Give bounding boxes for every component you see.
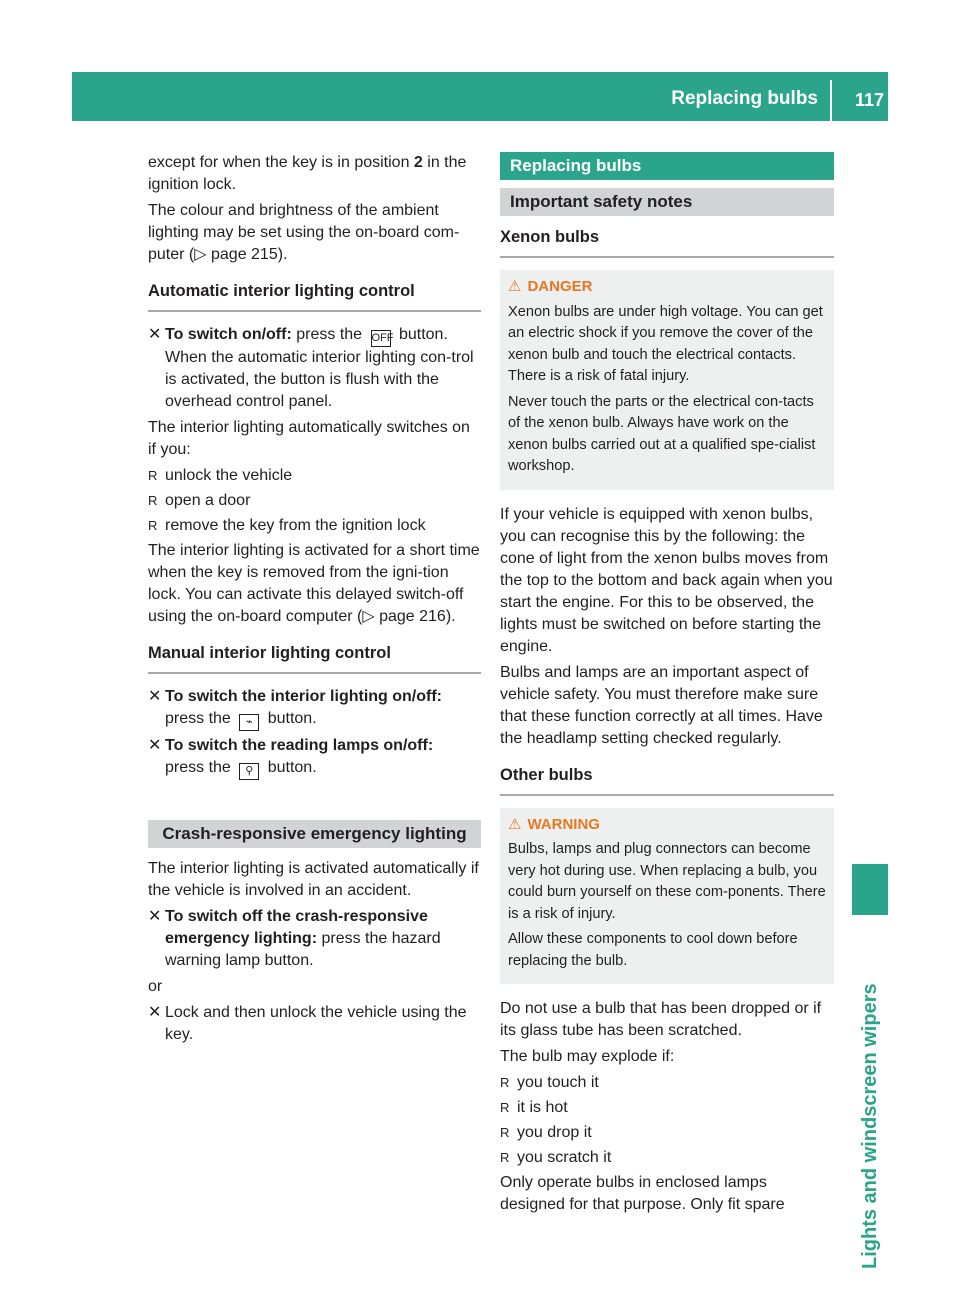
- page-number: 117: [854, 90, 884, 110]
- list-item: R you drop it: [500, 1122, 834, 1144]
- instruction-marker-icon: ✕: [148, 908, 162, 925]
- interior-light-button-icon: ⌁: [239, 714, 259, 731]
- instruction-marker-icon: ✕: [148, 1004, 162, 1021]
- reading-lamp-button-icon: ⚲: [239, 763, 259, 780]
- danger-notice: ⚠ DANGER Xenon bulbs are under high voltage. You can get an electric shock if you remove the cover of the xenon bulb and touch the electrical contacts. There is a risk of fatal injury. Never touch the parts or the electrical con-tacts of the xenon bulb. Always have work on the xenon bulbs carried out at a qualified spe-cialist workshop.: [500, 270, 834, 490]
- list-item: R remove the key from the ignition lock: [148, 515, 481, 537]
- right-column: [500, 152, 834, 1220]
- list-item: R you scratch it: [500, 1147, 834, 1169]
- paragraph: Bulbs and lamps are an important aspect of vehicle safety. You must therefore make sure that these function correctly at all times. Have the headlamp setting checked regularly.: [500, 663, 823, 747]
- section-title: Replacing bulbs: [500, 152, 834, 180]
- auto-light-button-icon: OFF: [371, 330, 391, 347]
- paragraph: or: [148, 978, 163, 995]
- bullet-icon: R: [500, 1100, 510, 1115]
- heading-automatic-lighting: Automatic interior lighting control: [148, 280, 481, 312]
- paragraph: If your vehicle is equipped with xenon bulbs, you can recognise this by the following: the cone of light from the xenon bulbs moves from the top to the bottom and back again when you start the engine. For this to be observed, the lights must be switched on before starting the engine.: [500, 505, 833, 655]
- instruction-item: ✕ To switch the reading lamps on/off: press the ⚲ button.: [148, 735, 481, 780]
- instruction-item: ✕ To switch the interior lighting on/off: press the ⌁ button.: [148, 686, 481, 731]
- paragraph: The interior lighting is activated automatically if the vehicle is involved in an accident.: [148, 860, 479, 899]
- paragraph: Only operate bulbs in enclosed lamps designed for that purpose. Only fit spare: [500, 1174, 785, 1213]
- header-divider: [830, 80, 832, 121]
- page-header: [72, 72, 888, 121]
- instruction-item: ✕ Lock and then unlock the vehicle using the key.: [148, 1004, 467, 1043]
- instruction-item: ✕ To switch on/off: press the OFF button. When the automatic interior lighting con-trol is activated, the button is flush with the overhead control panel.: [148, 326, 474, 410]
- instruction-marker-icon: ✕: [148, 326, 162, 343]
- paragraph: The bulb may explode if:: [500, 1048, 675, 1065]
- instruction-item: ✕ To switch off the crash-responsive emergency lighting: press the hazard warning lamp button.: [148, 908, 441, 969]
- paragraph: The interior lighting is activated for a short time when the key is removed from the igni-tion lock. You can activate this delayed switch-off using the on-board computer (▷ page 216).: [148, 542, 480, 625]
- subsection-title: Important safety notes: [500, 188, 834, 216]
- side-tab-marker: [852, 864, 888, 915]
- list-item: R unlock the vehicle: [148, 465, 481, 487]
- list-item: R it is hot: [500, 1097, 834, 1119]
- bullet-icon: R: [500, 1125, 510, 1140]
- bullet-icon: R: [500, 1075, 510, 1090]
- list-item: R you touch it: [500, 1072, 834, 1094]
- paragraph: except for when the key is in position 2 in the ignition lock.: [148, 154, 467, 193]
- header-title: Replacing bulbs: [671, 88, 818, 109]
- bullet-icon: R: [148, 468, 158, 483]
- side-section-label: Lights and windscreen wipers: [859, 983, 881, 1269]
- heading-manual-lighting: Manual interior lighting control: [148, 642, 481, 674]
- list-item: R open a door: [148, 490, 481, 512]
- instruction-marker-icon: ✕: [148, 688, 162, 705]
- warning-triangle-icon: ⚠: [508, 815, 522, 833]
- bullet-icon: R: [148, 493, 158, 508]
- paragraph: The interior lighting automatically switches on if you:: [148, 419, 470, 458]
- bullet-icon: R: [500, 1150, 510, 1165]
- paragraph: Do not use a bulb that has been dropped or if its glass tube has been scratched.: [500, 1000, 822, 1039]
- heading-xenon-bulbs: Xenon bulbs: [500, 226, 834, 258]
- instruction-marker-icon: ✕: [148, 737, 162, 754]
- warning-notice: ⚠ WARNING Bulbs, lamps and plug connectors can become very hot during use. When replacing a bulb, you could burn yourself on these com-ponents. There is a risk of injury. Allow these components to cool down before replacing the bulb.: [500, 808, 834, 985]
- left-column: [148, 152, 481, 1050]
- paragraph: The colour and brightness of the ambient lighting may be set using the on-board com-puter (▷ page 215).: [148, 202, 460, 263]
- heading-crash-lighting: Crash-responsive emergency lighting: [148, 820, 481, 848]
- warning-triangle-icon: ⚠: [508, 278, 522, 295]
- heading-other-bulbs: Other bulbs: [500, 764, 834, 796]
- bullet-icon: R: [148, 518, 158, 533]
